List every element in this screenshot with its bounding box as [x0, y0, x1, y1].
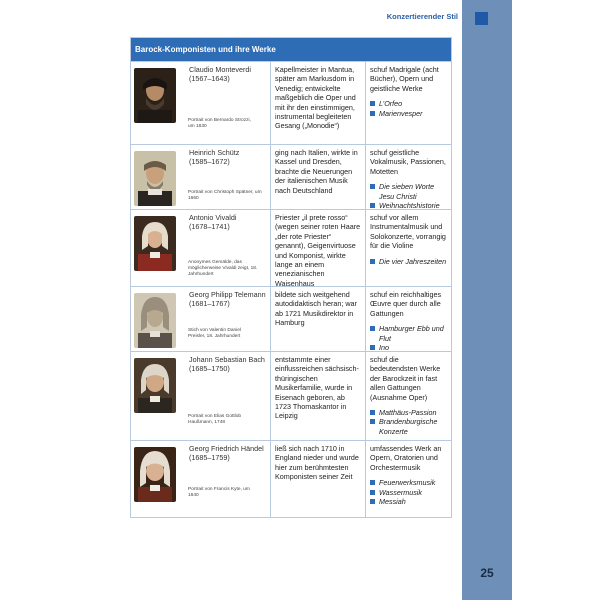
- composer-works-cell: [366, 62, 451, 144]
- chapter-sidebar: [462, 0, 512, 600]
- work-title: Messiah: [379, 497, 406, 507]
- square-bullet-icon: [370, 101, 375, 106]
- portrait-cell: [131, 287, 185, 351]
- composer-name-cell: [185, 441, 271, 517]
- composer-portrait: [134, 293, 176, 348]
- portrait-cell: [131, 441, 185, 517]
- table-row: [131, 61, 451, 144]
- composer-portrait: [134, 68, 176, 123]
- square-bullet-icon: [370, 203, 375, 208]
- composer-works-cell: [366, 287, 451, 351]
- square-bullet-icon: [370, 184, 375, 189]
- square-bullet-icon: [370, 259, 375, 264]
- table-row: [131, 209, 451, 286]
- portrait-cell: [131, 62, 185, 144]
- composer-name-cell: [185, 145, 271, 209]
- square-bullet-icon: [370, 499, 375, 504]
- composer-portrait: [134, 151, 176, 206]
- composer-bio: ließ sich nach 1710 in England nieder und wurde hier zum berühmtesten Komponisten seiner Zeit: [271, 441, 366, 517]
- work-title: L’Orfeo: [379, 99, 403, 109]
- composer-name-cell: [185, 287, 271, 351]
- composer-name: Johann Sebastian Bach: [189, 355, 265, 364]
- chapter-marker-square: [475, 12, 488, 25]
- work-item: [370, 408, 447, 417]
- composer-name: Antonio Vivaldi: [189, 213, 237, 222]
- composer-name-cell: [185, 62, 271, 144]
- work-item: [370, 99, 447, 108]
- table-row: [131, 351, 451, 440]
- work-item: [370, 182, 447, 201]
- portrait-cell: [131, 210, 185, 286]
- work-title: Hamburger Ebb und Flut: [379, 324, 444, 343]
- composer-works-cell: [366, 352, 451, 440]
- works-description: schuf ein reichhaltiges Œuvre quer durch alle Gattungen: [370, 290, 442, 318]
- work-title: Feuerwerksmusik: [379, 478, 436, 488]
- work-item: [370, 257, 447, 266]
- portrait-caption: Portrait von Christoph Spätner, um 1660: [188, 190, 262, 201]
- portrait-cell: [131, 352, 185, 440]
- portrait-caption: Stich von Valentin Daniel Preisler, 18. Jahrhundert: [188, 328, 241, 339]
- portrait-cell: [131, 145, 185, 209]
- composer-name: Georg Friedrich Händel: [189, 444, 264, 453]
- work-item: [370, 109, 447, 118]
- work-item: [370, 478, 447, 487]
- composer-name: Georg Philipp Telemann: [189, 290, 266, 299]
- works-description: schuf geistliche Vokalmusik, Passionen, Motetten: [370, 148, 446, 176]
- work-item: [370, 417, 447, 436]
- work-item: [370, 324, 447, 343]
- composer-portrait: [134, 447, 176, 502]
- work-item: [370, 488, 447, 497]
- work-title: Die sieben Worte Jesu Christi: [379, 182, 435, 201]
- running-head: Konzertierender Stil: [386, 12, 458, 21]
- composer-dates: (1685–1750): [189, 364, 230, 374]
- composer-name-cell: [185, 352, 271, 440]
- work-title: Brandenburgische Konzerte: [379, 417, 438, 436]
- composer-bio: Kapellmeister in Mantua, später am Markusdom in Venedig; entwickelte maßgeblich die Oper und mit ihr den einstimmigen, instrumental begleiteten Gesang („Monodie“): [271, 62, 366, 144]
- portrait-caption: Portrait von Bernardo Strozzi, um 1630: [188, 118, 251, 129]
- portrait-caption: Portrait von Francis Kyte, um 1640: [188, 487, 250, 498]
- composer-dates: (1567–1643): [189, 74, 230, 84]
- square-bullet-icon: [370, 410, 375, 415]
- portrait-caption: Anonymes Gemälde, das möglicherweise Vivaldi zeigt, 18. Jahrhundert: [188, 260, 258, 277]
- works-description: schuf vor allem Instrumentalmusik und Solokonzerte, vorrangig für die Violine: [370, 213, 446, 251]
- works-description: umfassendes Werk an Opern, Oratorien und Orchestermusik: [370, 444, 442, 472]
- composer-name: Heinrich Schütz: [189, 148, 240, 157]
- composer-name-cell: [185, 210, 271, 286]
- composer-name: Claudio Monteverdi: [189, 65, 251, 74]
- work-title: Weihnachtshistorie: [379, 201, 440, 211]
- composer-dates: (1678–1741): [189, 222, 230, 232]
- composer-bio: Priester „il prete rosso“ (wegen seiner roten Haare „der rote Priester“ genannt), Geigenvirtuose und Komponist, wirkte lange an einem venezianischen Waisenhaus: [271, 210, 366, 286]
- square-bullet-icon: [370, 111, 375, 116]
- composer-portrait: [134, 358, 176, 413]
- table-row: [131, 286, 451, 351]
- page-number: 25: [480, 566, 494, 580]
- square-bullet-icon: [370, 345, 375, 350]
- work-title: Ino: [379, 343, 389, 353]
- composer-portrait: [134, 216, 176, 271]
- composer-bio: bildete sich weitgehend autodidaktisch heran; war ab 1721 Musikdirektor in Hamburg: [271, 287, 366, 351]
- works-description: schuf Madrigale (acht Bücher), Opern und geistliche Werke: [370, 65, 439, 93]
- composer-table: [130, 37, 452, 518]
- work-title: Matthäus-Passion: [379, 408, 437, 418]
- square-bullet-icon: [370, 326, 375, 331]
- works-description: schuf die bedeutendsten Werke der Barockzeit in fast allen Gattungen (Ausnahme Oper): [370, 355, 441, 402]
- work-title: Marienvesper: [379, 108, 423, 118]
- composer-bio: entstammte einer einflussreichen sächsisch-thüringischen Musikerfamilie, wurde in Eisenach geboren, ab 1723 Thomaskantor in Leipzig: [271, 352, 366, 440]
- composer-dates: (1681–1767): [189, 299, 230, 309]
- composer-bio: ging nach Italien, wirkte in Kassel und Dresden, brachte die Neuerungen der italienischen Musik nach Deutschland: [271, 145, 366, 209]
- square-bullet-icon: [370, 419, 375, 424]
- table-row: [131, 144, 451, 209]
- square-bullet-icon: [370, 480, 375, 485]
- composer-works-cell: [366, 145, 451, 209]
- square-bullet-icon: [370, 490, 375, 495]
- work-title: Die vier Jahreszeiten: [379, 256, 447, 266]
- composer-works-cell: [366, 210, 451, 286]
- composer-dates: (1685–1759): [189, 453, 230, 463]
- work-title: Wassermusik: [379, 487, 422, 497]
- composer-works-cell: [366, 441, 451, 517]
- table-row: [131, 440, 451, 517]
- portrait-caption: Portrait von Elias Gottlob Haußmann, 1748: [188, 414, 242, 425]
- work-item: [370, 497, 447, 506]
- composer-dates: (1585–1672): [189, 157, 230, 167]
- table-title: Barock-Komponisten und ihre Werke: [131, 38, 451, 61]
